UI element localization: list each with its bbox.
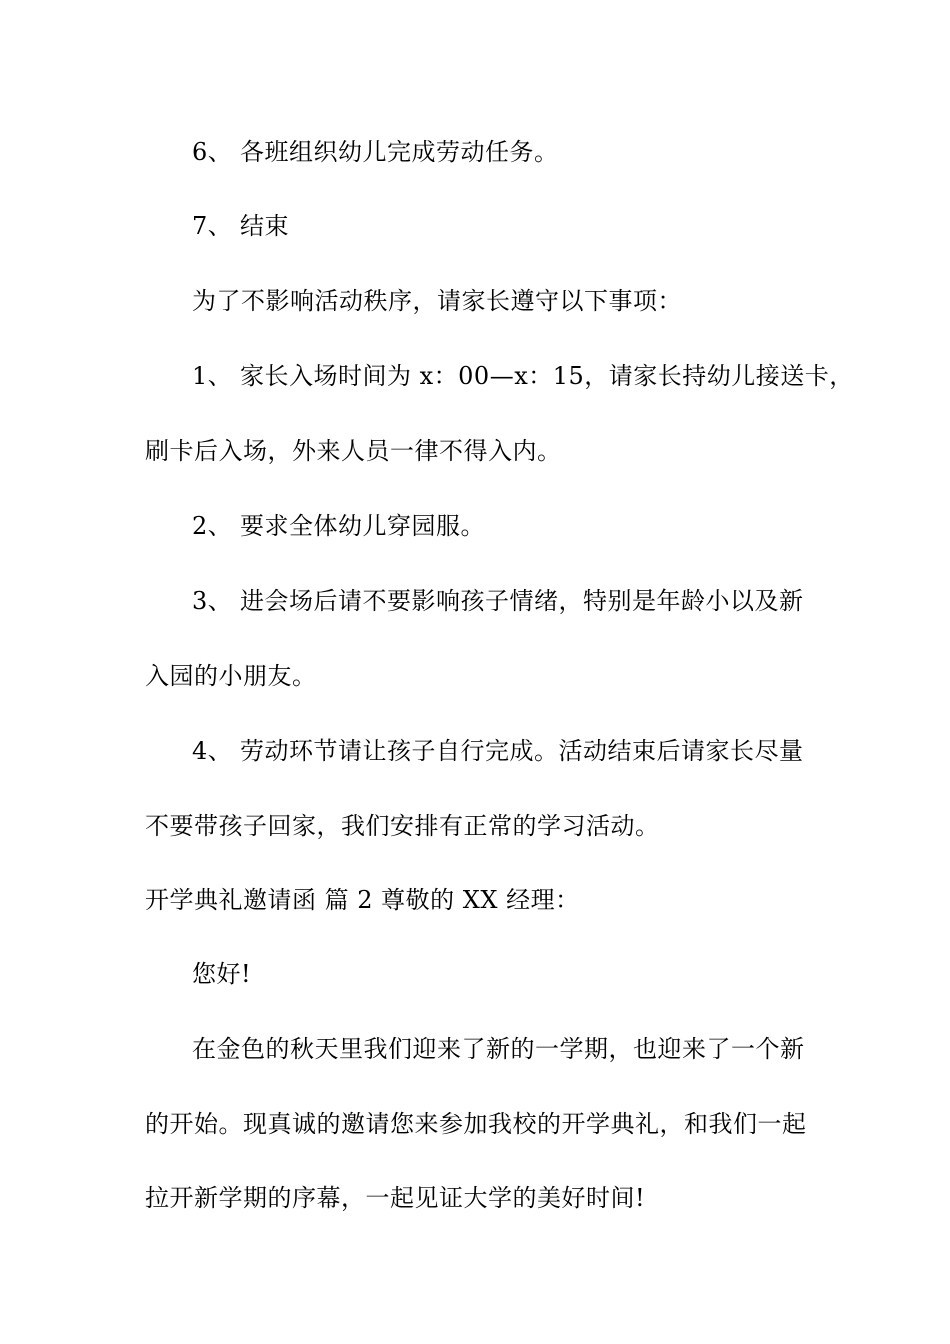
rule-item-4 bbox=[192, 735, 804, 767]
rule-item-3-continued: 入园的小朋友。 bbox=[145, 662, 317, 690]
list-number: 1、 bbox=[192, 362, 233, 390]
body-paragraph-line-3: 拉开新学期的序幕，一起见证大学的美好时间! bbox=[145, 1184, 646, 1212]
list-text: 结束 bbox=[240, 212, 289, 240]
rule-item-1 bbox=[192, 360, 854, 392]
list-item-7 bbox=[192, 210, 289, 242]
list-item-6 bbox=[192, 136, 559, 168]
list-number: 2、 bbox=[192, 512, 233, 540]
list-text: 各班组织幼儿完成劳动任务。 bbox=[240, 138, 559, 166]
list-number: 4、 bbox=[192, 737, 233, 765]
list-number: 7、 bbox=[192, 212, 233, 240]
body-paragraph-line-2: 的开始。现真诚的邀请您来参加我校的开学典礼，和我们一起 bbox=[145, 1110, 807, 1138]
list-text: 劳动环节请让孩子自行完成。活动结束后请家长尽量 bbox=[240, 737, 804, 765]
rule-item-4-continued: 不要带孩子回家，我们安排有正常的学习活动。 bbox=[145, 812, 660, 840]
rule-item-2 bbox=[192, 510, 485, 542]
list-text: 家长入场时间为 x：00—x：15，请家长持幼儿接送卡， bbox=[240, 362, 854, 390]
list-text: 进会场后请不要影响孩子情绪，特别是年龄小以及新 bbox=[240, 587, 804, 615]
notice-intro: 为了不影响活动秩序，请家长遵守以下事项： bbox=[192, 287, 682, 315]
rule-item-3 bbox=[192, 585, 804, 617]
section-heading: 开学典礼邀请函 篇 2 尊敬的 XX 经理： bbox=[145, 886, 580, 914]
greeting: 您好! bbox=[192, 960, 252, 988]
list-number: 6、 bbox=[192, 138, 233, 166]
list-text: 要求全体幼儿穿园服。 bbox=[240, 512, 485, 540]
list-number: 3、 bbox=[192, 587, 233, 615]
rule-item-1-continued: 刷卡后入场，外来人员一律不得入内。 bbox=[145, 437, 562, 465]
body-paragraph-line-1: 在金色的秋天里我们迎来了新的一学期，也迎来了一个新 bbox=[192, 1035, 805, 1063]
